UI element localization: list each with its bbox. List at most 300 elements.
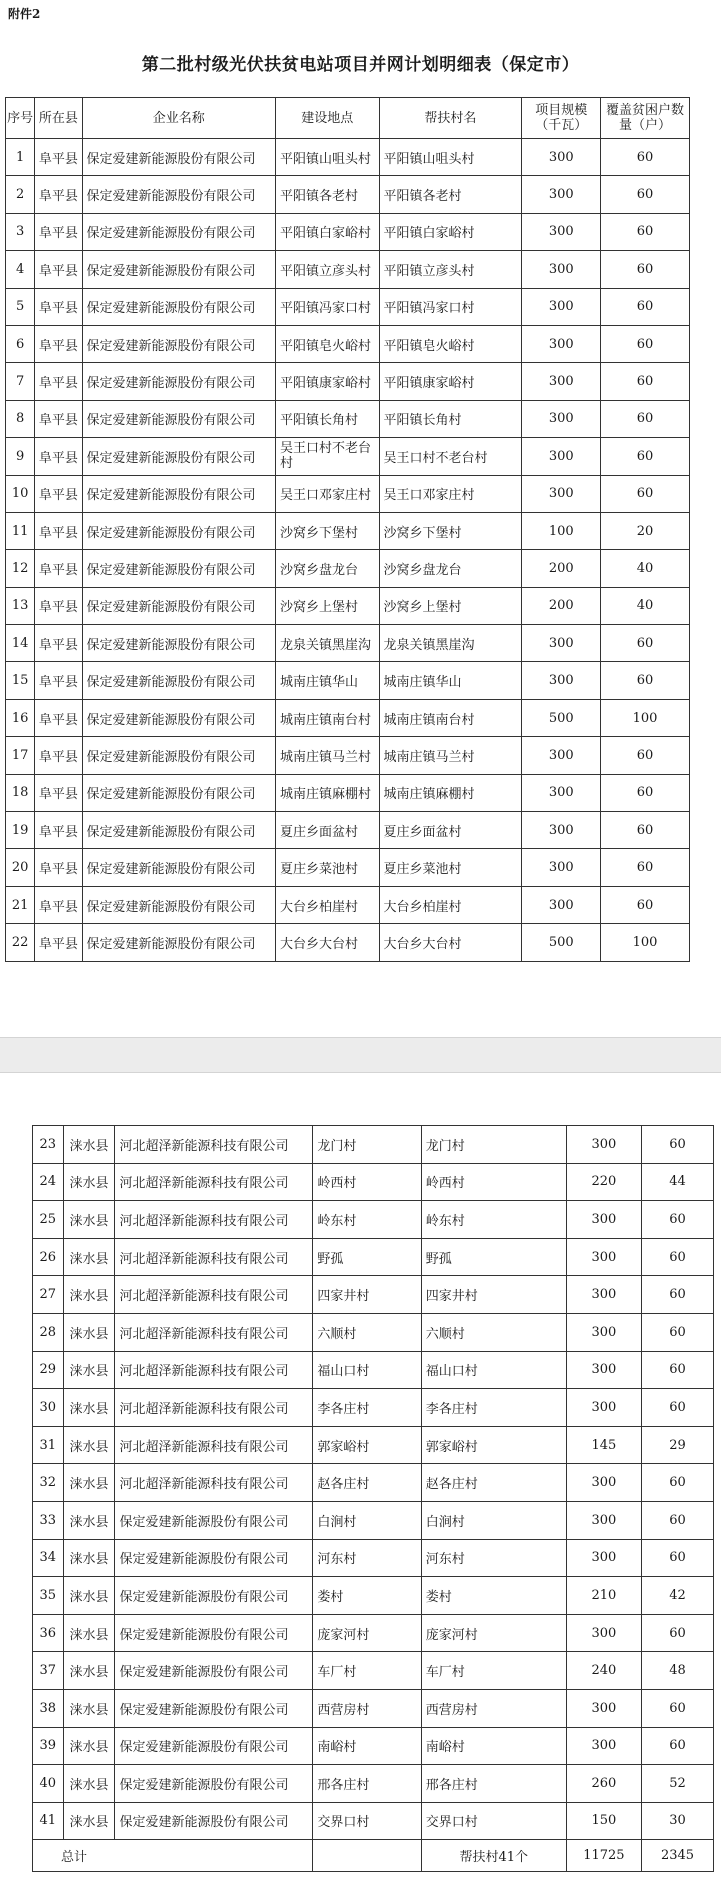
row-number: 9 [6, 438, 35, 475]
households-cell: 60 [642, 1201, 714, 1239]
row-number: 1 [6, 139, 35, 176]
site-cell: 夏庄乡菜池村 [276, 849, 380, 886]
county-cell: 阜平县 [35, 213, 82, 250]
village-cell: 平阳镇康家峪村 [379, 363, 522, 400]
scale-cell: 145 [566, 1426, 641, 1464]
company-cell: 保定爱建新能源股份有限公司 [82, 176, 276, 213]
company-cell: 河北超泽新能源科技有限公司 [115, 1313, 313, 1351]
row-number: 32 [33, 1464, 64, 1502]
households-cell: 60 [642, 1238, 714, 1276]
company-cell: 河北超泽新能源科技有限公司 [115, 1426, 313, 1464]
scale-cell: 300 [566, 1276, 641, 1314]
scale-cell: 300 [566, 1313, 641, 1351]
scale-cell: 300 [566, 1464, 641, 1502]
county-cell: 涞水县 [63, 1163, 115, 1201]
total-villages: 帮扶村41个 [421, 1840, 566, 1872]
county-cell: 涞水县 [63, 1802, 115, 1840]
village-cell: 四家井村 [421, 1276, 566, 1314]
company-cell: 保定爱建新能源股份有限公司 [115, 1539, 313, 1577]
table-row [33, 1501, 714, 1539]
households-cell: 40 [601, 550, 690, 587]
company-cell: 保定爱建新能源股份有限公司 [82, 587, 276, 624]
village-cell: 吴王口村不老台村 [379, 438, 522, 475]
header-scale: 项目规模（千瓦） [522, 98, 601, 139]
scale-cell: 500 [522, 924, 601, 961]
county-cell: 涞水县 [63, 1389, 115, 1427]
households-cell: 60 [642, 1126, 714, 1164]
table-row [6, 550, 690, 587]
county-cell: 涞水县 [63, 1727, 115, 1765]
site-cell: 龙门村 [313, 1126, 421, 1164]
header-no: 序号 [6, 98, 35, 139]
county-cell: 涞水县 [63, 1276, 115, 1314]
row-number: 41 [33, 1802, 64, 1840]
households-cell: 60 [601, 288, 690, 325]
county-cell: 涞水县 [63, 1426, 115, 1464]
company-cell: 保定爱建新能源股份有限公司 [82, 400, 276, 437]
row-number: 12 [6, 550, 35, 587]
site-cell: 城南庄镇麻棚村 [276, 774, 380, 811]
row-number: 15 [6, 662, 35, 699]
county-cell: 涞水县 [63, 1313, 115, 1351]
company-cell: 河北超泽新能源科技有限公司 [115, 1464, 313, 1502]
village-cell: 白涧村 [421, 1501, 566, 1539]
households-cell: 60 [601, 849, 690, 886]
site-cell: 交界口村 [313, 1802, 421, 1840]
table-row [6, 325, 690, 362]
company-cell: 河北超泽新能源科技有限公司 [115, 1163, 313, 1201]
scale-cell: 260 [566, 1765, 641, 1803]
project-table-part-2 [32, 1125, 714, 1872]
households-cell: 42 [642, 1577, 714, 1615]
table-row [6, 662, 690, 699]
table-row [6, 251, 690, 288]
table-row [6, 438, 690, 475]
county-cell: 阜平县 [35, 438, 82, 475]
company-cell: 保定爱建新能源股份有限公司 [115, 1577, 313, 1615]
header-company: 企业名称 [82, 98, 276, 139]
county-cell: 阜平县 [35, 662, 82, 699]
households-cell: 60 [642, 1313, 714, 1351]
row-number: 25 [33, 1201, 64, 1239]
county-cell: 阜平县 [35, 550, 82, 587]
site-cell: 平阳镇各老村 [276, 176, 380, 213]
company-cell: 保定爱建新能源股份有限公司 [82, 886, 276, 923]
site-cell: 岭东村 [313, 1201, 421, 1239]
row-number: 5 [6, 288, 35, 325]
households-cell: 60 [642, 1614, 714, 1652]
households-cell: 60 [601, 625, 690, 662]
scale-cell: 300 [522, 625, 601, 662]
table-row [33, 1389, 714, 1427]
table-row [6, 363, 690, 400]
table-row [33, 1201, 714, 1239]
site-cell: 西营房村 [313, 1689, 421, 1727]
row-number: 6 [6, 325, 35, 362]
county-cell: 涞水县 [63, 1539, 115, 1577]
site-cell: 河东村 [313, 1539, 421, 1577]
site-cell: 娄村 [313, 1577, 421, 1615]
scale-cell: 300 [522, 438, 601, 475]
households-cell: 60 [601, 438, 690, 475]
table-row [6, 139, 690, 176]
row-number: 22 [6, 924, 35, 961]
households-cell: 60 [601, 251, 690, 288]
site-cell: 邢各庄村 [313, 1765, 421, 1803]
village-cell: 岭东村 [421, 1201, 566, 1239]
row-number: 38 [33, 1689, 64, 1727]
scale-cell: 210 [566, 1577, 641, 1615]
table-row [6, 849, 690, 886]
households-cell: 60 [642, 1389, 714, 1427]
table-row [33, 1351, 714, 1389]
village-cell: 大台乡柏崖村 [379, 886, 522, 923]
site-cell: 平阳镇白家峪村 [276, 213, 380, 250]
scale-cell: 300 [522, 774, 601, 811]
households-cell: 60 [601, 363, 690, 400]
site-cell: 平阳镇山咀头村 [276, 139, 380, 176]
company-cell: 保定爱建新能源股份有限公司 [115, 1802, 313, 1840]
row-number: 36 [33, 1614, 64, 1652]
scale-cell: 300 [522, 288, 601, 325]
village-cell: 六顺村 [421, 1313, 566, 1351]
site-cell: 城南庄镇南台村 [276, 699, 380, 736]
county-cell: 阜平县 [35, 400, 82, 437]
site-cell: 夏庄乡面盆村 [276, 812, 380, 849]
table-row [33, 1126, 714, 1164]
county-cell: 涞水县 [63, 1201, 115, 1239]
row-number: 31 [33, 1426, 64, 1464]
scale-cell: 300 [522, 737, 601, 774]
company-cell: 保定爱建新能源股份有限公司 [82, 251, 276, 288]
row-number: 16 [6, 699, 35, 736]
scale-cell: 500 [522, 699, 601, 736]
scale-cell: 150 [566, 1802, 641, 1840]
row-number: 30 [33, 1389, 64, 1427]
table-row [33, 1276, 714, 1314]
households-cell: 60 [601, 662, 690, 699]
county-cell: 涞水县 [63, 1238, 115, 1276]
row-number: 20 [6, 849, 35, 886]
site-cell: 沙窝乡盘龙台 [276, 550, 380, 587]
county-cell: 涞水县 [63, 1765, 115, 1803]
scale-cell: 300 [566, 1689, 641, 1727]
scale-cell: 300 [566, 1389, 641, 1427]
county-cell: 涞水县 [63, 1614, 115, 1652]
table-header-row [6, 98, 690, 139]
scale-cell: 220 [566, 1163, 641, 1201]
county-cell: 阜平县 [35, 737, 82, 774]
company-cell: 保定爱建新能源股份有限公司 [82, 325, 276, 362]
scale-cell: 300 [566, 1126, 641, 1164]
households-cell: 100 [601, 699, 690, 736]
company-cell: 保定爱建新能源股份有限公司 [82, 288, 276, 325]
row-number: 14 [6, 625, 35, 662]
county-cell: 涞水县 [63, 1689, 115, 1727]
row-number: 19 [6, 812, 35, 849]
county-cell: 涞水县 [63, 1126, 115, 1164]
company-cell: 保定爱建新能源股份有限公司 [82, 363, 276, 400]
table-row [6, 625, 690, 662]
row-number: 37 [33, 1652, 64, 1690]
site-cell: 庞家河村 [313, 1614, 421, 1652]
site-cell: 城南庄镇华山 [276, 662, 380, 699]
table-row [6, 812, 690, 849]
county-cell: 阜平县 [35, 699, 82, 736]
village-cell: 城南庄镇麻棚村 [379, 774, 522, 811]
company-cell: 保定爱建新能源股份有限公司 [115, 1652, 313, 1690]
county-cell: 阜平县 [35, 288, 82, 325]
company-cell: 保定爱建新能源股份有限公司 [82, 550, 276, 587]
site-cell: 城南庄镇马兰村 [276, 737, 380, 774]
households-cell: 60 [642, 1501, 714, 1539]
company-cell: 保定爱建新能源股份有限公司 [82, 737, 276, 774]
company-cell: 保定爱建新能源股份有限公司 [82, 213, 276, 250]
county-cell: 阜平县 [35, 325, 82, 362]
households-cell: 60 [601, 774, 690, 811]
site-cell: 白涧村 [313, 1501, 421, 1539]
scale-cell: 300 [522, 812, 601, 849]
site-cell: 平阳镇康家峪村 [276, 363, 380, 400]
scale-cell: 200 [522, 587, 601, 624]
row-number: 33 [33, 1501, 64, 1539]
county-cell: 阜平县 [35, 774, 82, 811]
county-cell: 涞水县 [63, 1351, 115, 1389]
scale-cell: 300 [522, 176, 601, 213]
scale-cell: 300 [566, 1614, 641, 1652]
table-row [33, 1313, 714, 1351]
company-cell: 河北超泽新能源科技有限公司 [115, 1201, 313, 1239]
village-cell: 邢各庄村 [421, 1765, 566, 1803]
table-row [6, 699, 690, 736]
village-cell: 野孤 [421, 1238, 566, 1276]
table-row [33, 1464, 714, 1502]
site-cell: 大台乡大台村 [276, 924, 380, 961]
households-cell: 100 [601, 924, 690, 961]
county-cell: 阜平县 [35, 849, 82, 886]
scale-cell: 240 [566, 1652, 641, 1690]
row-number: 11 [6, 512, 35, 549]
county-cell: 涞水县 [63, 1652, 115, 1690]
village-cell: 沙窝乡下堡村 [379, 512, 522, 549]
company-cell: 保定爱建新能源股份有限公司 [115, 1501, 313, 1539]
company-cell: 保定爱建新能源股份有限公司 [82, 438, 276, 475]
company-cell: 保定爱建新能源股份有限公司 [82, 139, 276, 176]
company-cell: 河北超泽新能源科技有限公司 [115, 1238, 313, 1276]
row-number: 7 [6, 363, 35, 400]
table-row [6, 400, 690, 437]
table-row [33, 1652, 714, 1690]
scale-cell: 100 [522, 512, 601, 549]
scale-cell: 300 [566, 1351, 641, 1389]
company-cell: 河北超泽新能源科技有限公司 [115, 1276, 313, 1314]
village-cell: 夏庄乡菜池村 [379, 849, 522, 886]
company-cell: 保定爱建新能源股份有限公司 [82, 774, 276, 811]
table-row [6, 774, 690, 811]
site-cell: 龙泉关镇黑崖沟 [276, 625, 380, 662]
village-cell: 赵各庄村 [421, 1464, 566, 1502]
table-row [6, 737, 690, 774]
company-cell: 保定爱建新能源股份有限公司 [82, 812, 276, 849]
row-number: 40 [33, 1765, 64, 1803]
company-cell: 保定爱建新能源股份有限公司 [82, 625, 276, 662]
table-row [33, 1689, 714, 1727]
county-cell: 阜平县 [35, 512, 82, 549]
company-cell: 保定爱建新能源股份有限公司 [82, 924, 276, 961]
village-cell: 大台乡大台村 [379, 924, 522, 961]
company-cell: 保定爱建新能源股份有限公司 [115, 1614, 313, 1652]
village-cell: 平阳镇白家峪村 [379, 213, 522, 250]
company-cell: 保定爱建新能源股份有限公司 [82, 699, 276, 736]
row-number: 23 [33, 1126, 64, 1164]
households-cell: 60 [601, 325, 690, 362]
village-cell: 西营房村 [421, 1689, 566, 1727]
table-row [6, 176, 690, 213]
households-cell: 29 [642, 1426, 714, 1464]
table-row [33, 1614, 714, 1652]
scale-cell: 300 [522, 849, 601, 886]
scale-cell: 300 [522, 662, 601, 699]
county-cell: 阜平县 [35, 363, 82, 400]
table-row [33, 1727, 714, 1765]
table-row [6, 475, 690, 512]
households-cell: 60 [601, 176, 690, 213]
company-cell: 保定爱建新能源股份有限公司 [82, 512, 276, 549]
scale-cell: 200 [522, 550, 601, 587]
table-row [33, 1577, 714, 1615]
village-cell: 平阳镇立彦头村 [379, 251, 522, 288]
village-cell: 李各庄村 [421, 1389, 566, 1427]
site-cell: 吴王口邓家庄村 [276, 475, 380, 512]
header-site: 建设地点 [276, 98, 380, 139]
scale-cell: 300 [522, 325, 601, 362]
households-cell: 60 [642, 1539, 714, 1577]
village-cell: 城南庄镇马兰村 [379, 737, 522, 774]
company-cell: 保定爱建新能源股份有限公司 [115, 1765, 313, 1803]
scale-cell: 300 [522, 886, 601, 923]
village-cell: 岭西村 [421, 1163, 566, 1201]
scale-cell: 300 [522, 251, 601, 288]
site-cell: 平阳镇皂火峪村 [276, 325, 380, 362]
households-cell: 60 [642, 1727, 714, 1765]
table-row [33, 1539, 714, 1577]
scale-cell: 300 [522, 139, 601, 176]
village-cell: 平阳镇山咀头村 [379, 139, 522, 176]
village-cell: 庞家河村 [421, 1614, 566, 1652]
county-cell: 阜平县 [35, 886, 82, 923]
row-number: 13 [6, 587, 35, 624]
row-number: 35 [33, 1577, 64, 1615]
site-cell: 沙窝乡下堡村 [276, 512, 380, 549]
households-cell: 52 [642, 1765, 714, 1803]
table-row [33, 1802, 714, 1840]
households-cell: 60 [642, 1464, 714, 1502]
village-cell: 交界口村 [421, 1802, 566, 1840]
header-village: 帮扶村名 [379, 98, 522, 139]
county-cell: 阜平县 [35, 587, 82, 624]
village-cell: 娄村 [421, 1577, 566, 1615]
header-households: 覆盖贫困户数量（户） [601, 98, 690, 139]
document-title: 第二批村级光伏扶贫电站项目并网计划明细表（保定市） [141, 55, 580, 75]
village-cell: 龙泉关镇黑崖沟 [379, 625, 522, 662]
site-cell: 沙窝乡上堡村 [276, 587, 380, 624]
row-number: 39 [33, 1727, 64, 1765]
document-page-2 [0, 1073, 721, 1890]
county-cell: 阜平县 [35, 176, 82, 213]
row-number: 3 [6, 213, 35, 250]
county-cell: 阜平县 [35, 625, 82, 662]
total-row [33, 1840, 714, 1872]
households-cell: 44 [642, 1163, 714, 1201]
table-row [33, 1765, 714, 1803]
table-row [6, 587, 690, 624]
site-cell: 大台乡柏崖村 [276, 886, 380, 923]
county-cell: 涞水县 [63, 1501, 115, 1539]
scale-cell: 300 [522, 475, 601, 512]
village-cell: 夏庄乡面盆村 [379, 812, 522, 849]
county-cell: 阜平县 [35, 139, 82, 176]
row-number: 26 [33, 1238, 64, 1276]
village-cell: 平阳镇长角村 [379, 400, 522, 437]
table-row [6, 924, 690, 961]
row-number: 2 [6, 176, 35, 213]
village-cell: 沙窝乡盘龙台 [379, 550, 522, 587]
row-number: 4 [6, 251, 35, 288]
village-cell: 沙窝乡上堡村 [379, 587, 522, 624]
scale-cell: 300 [566, 1238, 641, 1276]
site-cell: 赵各庄村 [313, 1464, 421, 1502]
total-label: 总计 [33, 1840, 313, 1872]
households-cell: 48 [642, 1652, 714, 1690]
site-cell: 平阳镇冯家口村 [276, 288, 380, 325]
scale-cell: 300 [522, 363, 601, 400]
table-row [33, 1426, 714, 1464]
households-cell: 60 [601, 475, 690, 512]
county-cell: 阜平县 [35, 251, 82, 288]
scale-cell: 300 [566, 1727, 641, 1765]
village-cell: 车厂村 [421, 1652, 566, 1690]
site-cell: 野孤 [313, 1238, 421, 1276]
site-cell: 郭家峪村 [313, 1426, 421, 1464]
total-households: 2345 [642, 1840, 714, 1872]
company-cell: 河北超泽新能源科技有限公司 [115, 1389, 313, 1427]
site-cell: 李各庄村 [313, 1389, 421, 1427]
table-row [6, 512, 690, 549]
company-cell: 保定爱建新能源股份有限公司 [82, 475, 276, 512]
village-cell: 平阳镇皂火峪村 [379, 325, 522, 362]
households-cell: 60 [601, 737, 690, 774]
village-cell: 城南庄镇南台村 [379, 699, 522, 736]
company-cell: 河北超泽新能源科技有限公司 [115, 1126, 313, 1164]
households-cell: 30 [642, 1802, 714, 1840]
county-cell: 阜平县 [35, 475, 82, 512]
site-cell: 平阳镇长角村 [276, 400, 380, 437]
site-cell: 六顺村 [313, 1313, 421, 1351]
table-row [6, 288, 690, 325]
attachment-label: 附件2 [8, 7, 41, 21]
county-cell: 涞水县 [63, 1577, 115, 1615]
county-cell: 涞水县 [63, 1464, 115, 1502]
village-cell: 吴王口邓家庄村 [379, 475, 522, 512]
site-cell: 平阳镇立彦头村 [276, 251, 380, 288]
village-cell: 河东村 [421, 1539, 566, 1577]
row-number: 29 [33, 1351, 64, 1389]
company-cell: 保定爱建新能源股份有限公司 [115, 1727, 313, 1765]
county-cell: 阜平县 [35, 812, 82, 849]
company-cell: 保定爱建新能源股份有限公司 [82, 849, 276, 886]
scale-cell: 300 [566, 1201, 641, 1239]
scale-cell: 300 [566, 1501, 641, 1539]
